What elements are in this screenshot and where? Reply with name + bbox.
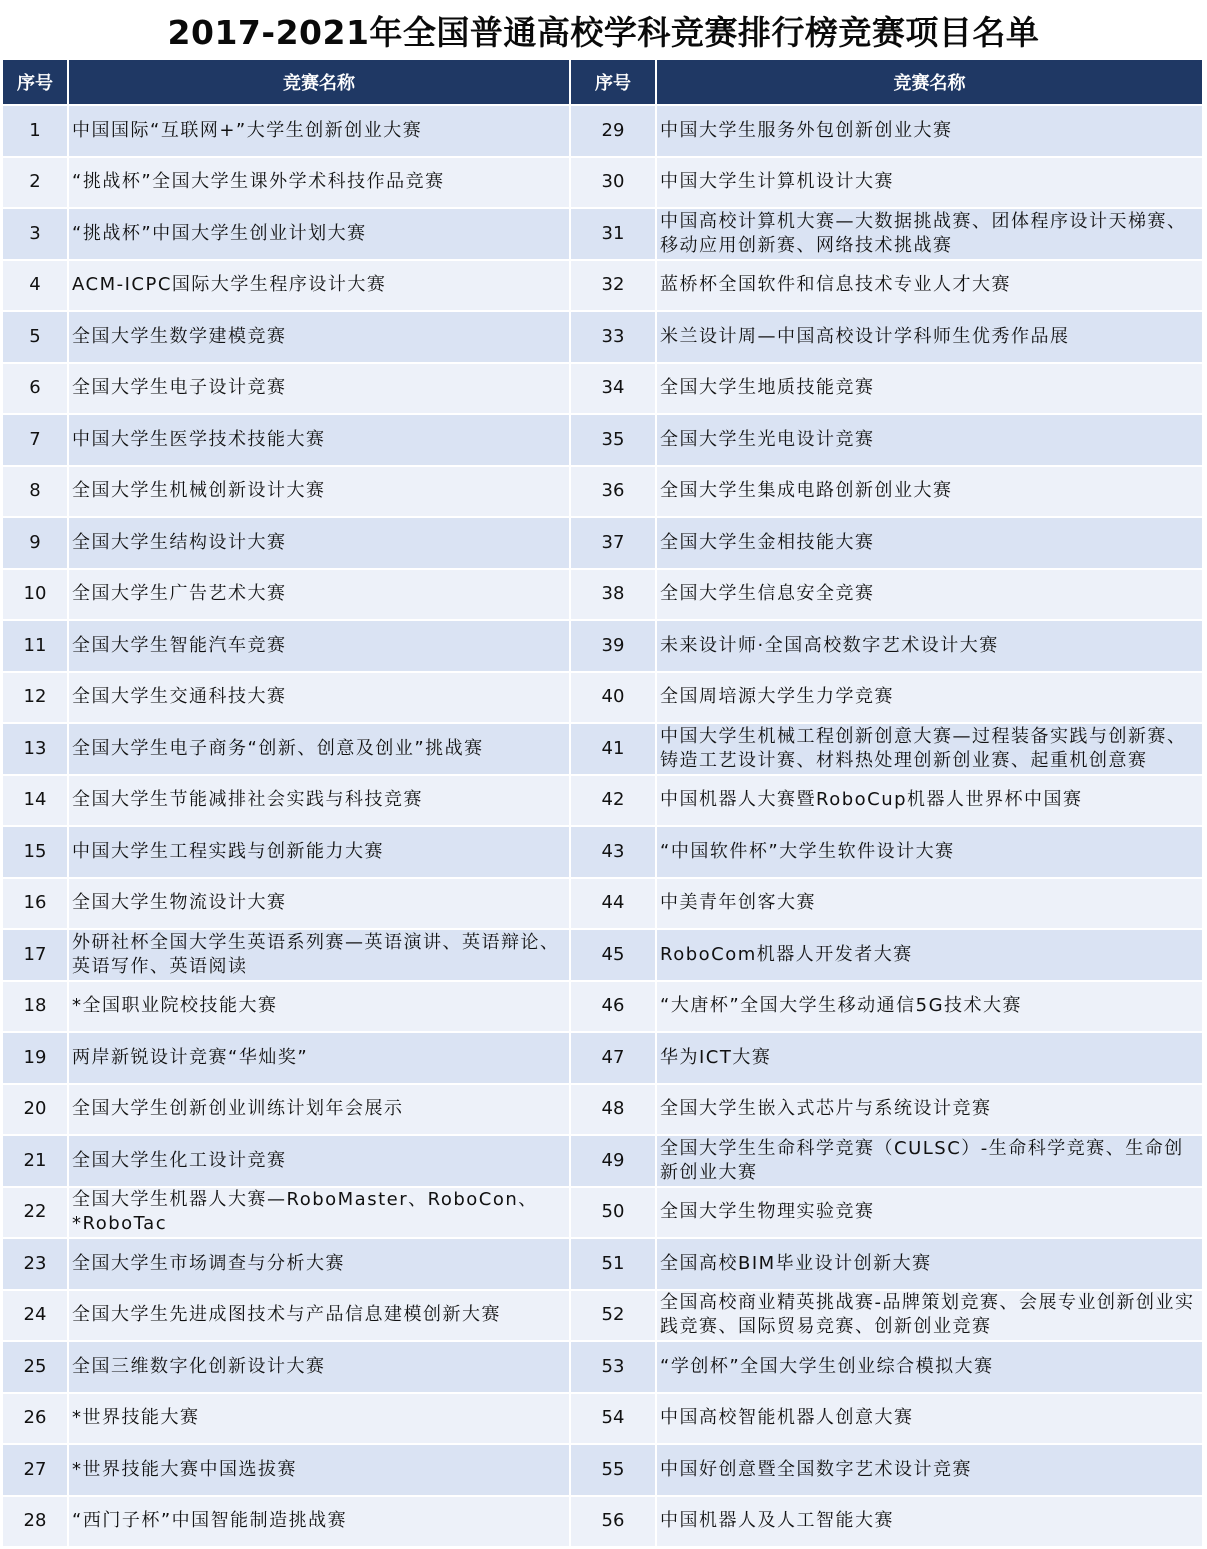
- competition-name-right: “学创杯”全国大学生创业综合模拟大赛: [657, 1342, 1202, 1392]
- competition-name-right: 全国高校BIM毕业设计创新大赛: [657, 1239, 1202, 1289]
- row-number-right: 54: [571, 1394, 655, 1444]
- competition-name-left: 全国大学生创新创业训练计划年会展示: [69, 1085, 569, 1135]
- row-number-right: 32: [571, 261, 655, 311]
- competition-name-right: 中国大学生服务外包创新创业大赛: [657, 106, 1202, 156]
- competition-name-left: 全国大学生先进成图技术与产品信息建模创新大赛: [69, 1291, 569, 1341]
- row-number-left: 15: [3, 827, 67, 877]
- header-no-left: 序号: [3, 60, 67, 104]
- competition-name-right: 全国大学生生命科学竞赛（CULSC）-生命科学竞赛、生命创新创业大赛: [657, 1136, 1202, 1186]
- row-number-left: 4: [3, 261, 67, 311]
- header-no-right: 序号: [571, 60, 655, 104]
- competition-name-right: 中美青年创客大赛: [657, 879, 1202, 929]
- competition-name-left: *全国职业院校技能大赛: [69, 982, 569, 1032]
- competition-name-right: 全国大学生嵌入式芯片与系统设计竞赛: [657, 1085, 1202, 1135]
- competition-name-right: 华为ICT大赛: [657, 1033, 1202, 1083]
- competition-name-left: *世界技能大赛: [69, 1394, 569, 1444]
- row-number-right: 45: [571, 930, 655, 980]
- competition-name-left: “西门子杯”中国智能制造挑战赛: [69, 1497, 569, 1547]
- row-number-right: 56: [571, 1497, 655, 1547]
- competition-name-left: 全国大学生数学建模竞赛: [69, 312, 569, 362]
- header-name-right: 竞赛名称: [657, 60, 1202, 104]
- competition-name-right: 全国大学生信息安全竞赛: [657, 570, 1202, 620]
- row-number-left: 17: [3, 930, 67, 980]
- competition-name-right: 中国机器人大赛暨RoboCup机器人世界杯中国赛: [657, 776, 1202, 826]
- row-number-left: 12: [3, 673, 67, 723]
- row-number-right: 50: [571, 1188, 655, 1238]
- competition-name-left: 全国大学生广告艺术大赛: [69, 570, 569, 620]
- competition-name-left: ACM-ICPC国际大学生程序设计大赛: [69, 261, 569, 311]
- competition-name-right: 中国机器人及人工智能大赛: [657, 1497, 1202, 1547]
- competition-name-left: 全国大学生化工设计竞赛: [69, 1136, 569, 1186]
- row-number-left: 10: [3, 570, 67, 620]
- row-number-left: 13: [3, 724, 67, 774]
- row-number-right: 38: [571, 570, 655, 620]
- row-number-left: 9: [3, 518, 67, 568]
- row-number-right: 55: [571, 1445, 655, 1495]
- competition-name-right: 全国大学生物理实验竞赛: [657, 1188, 1202, 1238]
- row-number-right: 30: [571, 158, 655, 208]
- row-number-right: 36: [571, 467, 655, 517]
- page-title: 2017-2021年全国普通高校学科竞赛排行榜竞赛项目名单: [167, 12, 1040, 52]
- row-number-left: 16: [3, 879, 67, 929]
- competition-name-right: 全国大学生集成电路创新创业大赛: [657, 467, 1202, 517]
- competition-name-right: 全国大学生金相技能大赛: [657, 518, 1202, 568]
- row-number-right: 39: [571, 621, 655, 671]
- competition-name-right: 全国大学生光电设计竞赛: [657, 415, 1202, 465]
- competition-name-left: 全国大学生市场调查与分析大赛: [69, 1239, 569, 1289]
- competition-name-right: 蓝桥杯全国软件和信息技术专业人才大赛: [657, 261, 1202, 311]
- row-number-left: 26: [3, 1394, 67, 1444]
- row-number-left: 11: [3, 621, 67, 671]
- row-number-right: 49: [571, 1136, 655, 1186]
- competition-name-right: 全国大学生地质技能竞赛: [657, 364, 1202, 414]
- competition-name-left: 全国大学生结构设计大赛: [69, 518, 569, 568]
- competition-name-left: 全国大学生物流设计大赛: [69, 879, 569, 929]
- row-number-left: 24: [3, 1291, 67, 1341]
- row-number-right: 48: [571, 1085, 655, 1135]
- competition-name-left: 全国大学生机器人大赛—RoboMaster、RoboCon、*RoboTac: [69, 1188, 569, 1238]
- row-number-left: 20: [3, 1085, 67, 1135]
- row-number-left: 19: [3, 1033, 67, 1083]
- competition-table: [3, 60, 1202, 1546]
- row-number-right: 29: [571, 106, 655, 156]
- competition-name-right: 中国高校智能机器人创意大赛: [657, 1394, 1202, 1444]
- competition-name-right: 中国大学生机械工程创新创意大赛—过程装备实践与创新赛、铸造工艺设计赛、材料热处理创新创业赛、起重机创意赛: [657, 724, 1202, 774]
- row-number-right: 43: [571, 827, 655, 877]
- competition-name-left: 两岸新锐设计竞赛“华灿奖”: [69, 1033, 569, 1083]
- competition-name-right: “中国软件杯”大学生软件设计大赛: [657, 827, 1202, 877]
- competition-name-right: “大唐杯”全国大学生移动通信5G技术大赛: [657, 982, 1202, 1032]
- row-number-right: 40: [571, 673, 655, 723]
- competition-name-right: 中国好创意暨全国数字艺术设计竞赛: [657, 1445, 1202, 1495]
- competition-name-right: 米兰设计周—中国高校设计学科师生优秀作品展: [657, 312, 1202, 362]
- competition-name-right: 全国周培源大学生力学竞赛: [657, 673, 1202, 723]
- row-number-left: 6: [3, 364, 67, 414]
- row-number-right: 53: [571, 1342, 655, 1392]
- row-number-left: 27: [3, 1445, 67, 1495]
- row-number-right: 31: [571, 209, 655, 259]
- row-number-right: 37: [571, 518, 655, 568]
- row-number-left: 28: [3, 1497, 67, 1547]
- row-number-right: 42: [571, 776, 655, 826]
- competition-name-right: 未来设计师·全国高校数字艺术设计大赛: [657, 621, 1202, 671]
- competition-name-left: 中国国际“互联网+”大学生创新创业大赛: [69, 106, 569, 156]
- competition-name-left: 全国大学生节能减排社会实践与科技竞赛: [69, 776, 569, 826]
- row-number-left: 8: [3, 467, 67, 517]
- competition-name-right: 中国大学生计算机设计大赛: [657, 158, 1202, 208]
- row-number-right: 52: [571, 1291, 655, 1341]
- row-number-right: 35: [571, 415, 655, 465]
- row-number-right: 51: [571, 1239, 655, 1289]
- competition-name-left: *世界技能大赛中国选拔赛: [69, 1445, 569, 1495]
- competition-name-left: 中国大学生医学技术技能大赛: [69, 415, 569, 465]
- row-number-left: 21: [3, 1136, 67, 1186]
- row-number-right: 33: [571, 312, 655, 362]
- competition-name-left: “挑战杯”全国大学生课外学术科技作品竞赛: [69, 158, 569, 208]
- row-number-right: 34: [571, 364, 655, 414]
- row-number-left: 3: [3, 209, 67, 259]
- competition-name-right: 全国高校商业精英挑战赛-品牌策划竞赛、会展专业创新创业实践竞赛、国际贸易竞赛、创新创业竞赛: [657, 1291, 1202, 1341]
- row-number-left: 5: [3, 312, 67, 362]
- row-number-left: 7: [3, 415, 67, 465]
- row-number-right: 47: [571, 1033, 655, 1083]
- row-number-left: 18: [3, 982, 67, 1032]
- row-number-left: 14: [3, 776, 67, 826]
- competition-name-left: 全国大学生电子设计竞赛: [69, 364, 569, 414]
- competition-name-left: “挑战杯”中国大学生创业计划大赛: [69, 209, 569, 259]
- row-number-left: 25: [3, 1342, 67, 1392]
- competition-name-left: 全国大学生交通科技大赛: [69, 673, 569, 723]
- competition-name-left: 全国大学生电子商务“创新、创意及创业”挑战赛: [69, 724, 569, 774]
- row-number-right: 46: [571, 982, 655, 1032]
- row-number-left: 1: [3, 106, 67, 156]
- competition-name-left: 全国大学生智能汽车竞赛: [69, 621, 569, 671]
- row-number-right: 41: [571, 724, 655, 774]
- row-number-left: 23: [3, 1239, 67, 1289]
- header-name-left: 竞赛名称: [69, 60, 569, 104]
- competition-name-right: RoboCom机器人开发者大赛: [657, 930, 1202, 980]
- row-number-right: 44: [571, 879, 655, 929]
- competition-name-left: 全国大学生机械创新设计大赛: [69, 467, 569, 517]
- competition-name-left: 中国大学生工程实践与创新能力大赛: [69, 827, 569, 877]
- competition-name-left: 全国三维数字化创新设计大赛: [69, 1342, 569, 1392]
- row-number-left: 2: [3, 158, 67, 208]
- competition-name-right: 中国高校计算机大赛—大数据挑战赛、团体程序设计天梯赛、移动应用创新赛、网络技术挑战赛: [657, 209, 1202, 259]
- competition-name-left: 外研社杯全国大学生英语系列赛—英语演讲、英语辩论、英语写作、英语阅读: [69, 930, 569, 980]
- row-number-left: 22: [3, 1188, 67, 1238]
